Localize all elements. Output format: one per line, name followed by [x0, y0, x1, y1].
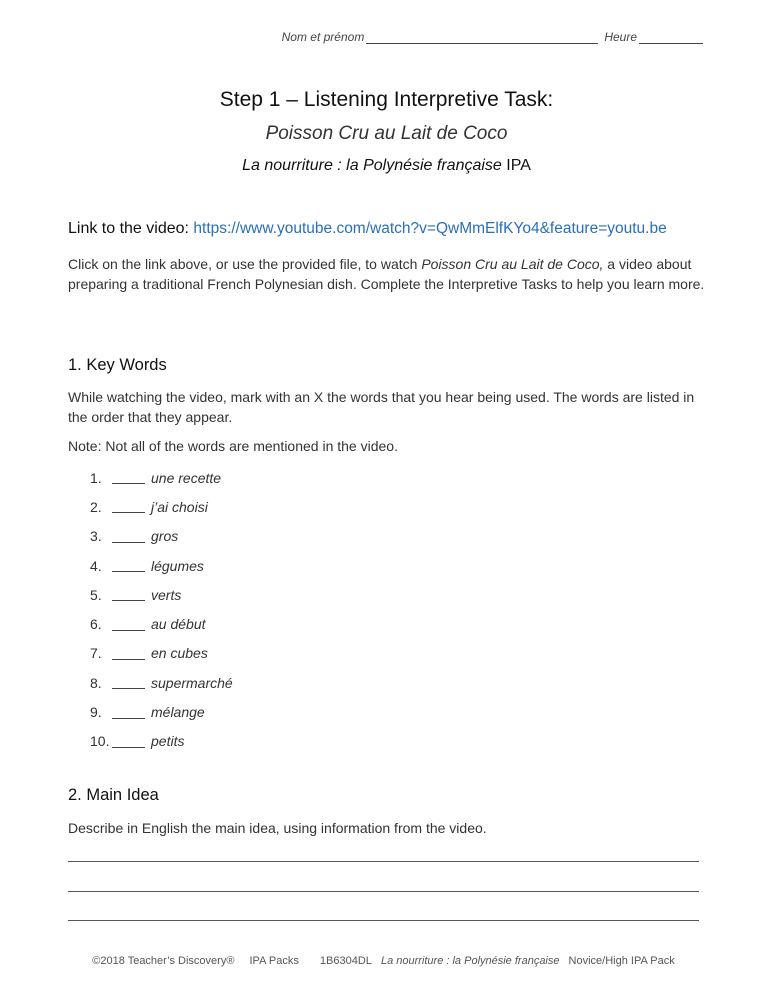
- list-item: [90, 492, 233, 521]
- mark-blank[interactable]: [112, 735, 145, 748]
- video-link-label: Link to the video:: [68, 220, 189, 237]
- item-word: une recette: [151, 469, 222, 486]
- answer-line[interactable]: [68, 891, 699, 892]
- item-word: j’ai choisi: [151, 498, 208, 515]
- item-number: 10.: [90, 733, 110, 750]
- list-item: [90, 697, 233, 726]
- item-number: 6.: [90, 616, 102, 633]
- key-words-note: Note: Not all of the words are mentioned in the video.: [68, 438, 398, 454]
- mark-blank[interactable]: [112, 500, 145, 513]
- item-word: verts: [151, 586, 182, 603]
- mark-blank[interactable]: [112, 676, 145, 689]
- list-item: [90, 551, 233, 580]
- page-footer: [0, 955, 773, 967]
- unit-name-italic: La nourriture : la Polynésie française: [242, 157, 502, 174]
- unit-name: [0, 157, 773, 175]
- list-item: [90, 580, 233, 609]
- answer-line[interactable]: [68, 920, 699, 921]
- footer-suffix: Novice/High IPA Pack: [565, 955, 675, 967]
- intro-paragraph: [68, 254, 708, 294]
- page-subtitle: Poisson Cru au Lait de Coco: [265, 123, 508, 144]
- list-item: [90, 609, 233, 638]
- mark-blank[interactable]: [112, 588, 145, 601]
- list-item: [90, 639, 233, 668]
- page-title: Step 1 – Listening Interpretive Task:: [219, 88, 554, 111]
- video-link-row: [68, 220, 728, 238]
- student-header: [282, 30, 703, 44]
- key-words-list: [90, 463, 233, 756]
- time-label: Heure: [604, 30, 637, 44]
- footer-code: 1B6304DL: [319, 955, 372, 967]
- key-words-instructions: While watching the video, mark with an X the words that you hear being used. The words are listed in the order that they appear.: [68, 389, 695, 425]
- list-item: [90, 668, 233, 697]
- time-blank[interactable]: [639, 32, 703, 44]
- name-label: Nom et prénom: [281, 30, 365, 44]
- item-word: légumes: [151, 557, 204, 574]
- item-number: 8.: [90, 674, 102, 691]
- mark-blank[interactable]: [112, 618, 145, 631]
- item-word: au début: [151, 616, 206, 633]
- item-word: petits: [151, 733, 185, 750]
- item-number: 3.: [90, 528, 102, 545]
- intro-text-before: Click on the link above, or use the provided file, to watch: [68, 256, 422, 272]
- mark-blank[interactable]: [112, 471, 145, 484]
- footer-copyright: ©2018 Teacher’s Discovery®: [92, 955, 235, 967]
- item-word: en cubes: [151, 645, 208, 662]
- footer-unit-italic: La nourriture : la Polynésie française: [380, 955, 560, 967]
- section-key-words-heading: 1. Key Words: [68, 356, 167, 374]
- intro-video-title: Poisson Cru au Lait de Coco,: [421, 256, 604, 272]
- unit-name-suffix: IPA: [501, 157, 531, 174]
- item-word: mélange: [151, 704, 205, 721]
- list-item: [90, 463, 233, 492]
- mark-blank[interactable]: [112, 647, 145, 660]
- video-link[interactable]: https://www.youtube.com/watch?v=QwMmElfKYo4&feature=youtu.be: [193, 220, 667, 237]
- section-main-idea-heading: 2. Main Idea: [68, 786, 159, 804]
- item-number: 2.: [90, 498, 102, 515]
- footer-packs: IPA Packs: [249, 955, 299, 967]
- item-number: 9.: [90, 704, 102, 721]
- mark-blank[interactable]: [112, 530, 145, 543]
- item-number: 1.: [90, 469, 102, 486]
- item-number: 5.: [90, 586, 102, 603]
- mark-blank[interactable]: [112, 706, 145, 719]
- list-item: [90, 522, 233, 551]
- mark-blank[interactable]: [112, 559, 145, 572]
- list-item: [90, 727, 233, 756]
- item-word: gros: [151, 528, 179, 545]
- main-idea-instructions: Describe in English the main idea, using information from the video.: [68, 820, 487, 836]
- item-word: supermarché: [151, 674, 233, 691]
- answer-line[interactable]: [68, 861, 699, 862]
- footer-product: [314, 955, 681, 967]
- name-blank[interactable]: [366, 32, 598, 44]
- item-number: 7.: [90, 645, 102, 662]
- intro-text-after: a video about preparing a traditional French Polynesian dish. Complete the Interpretive Tasks to help you learn more.: [68, 256, 705, 292]
- item-number: 4.: [90, 557, 102, 574]
